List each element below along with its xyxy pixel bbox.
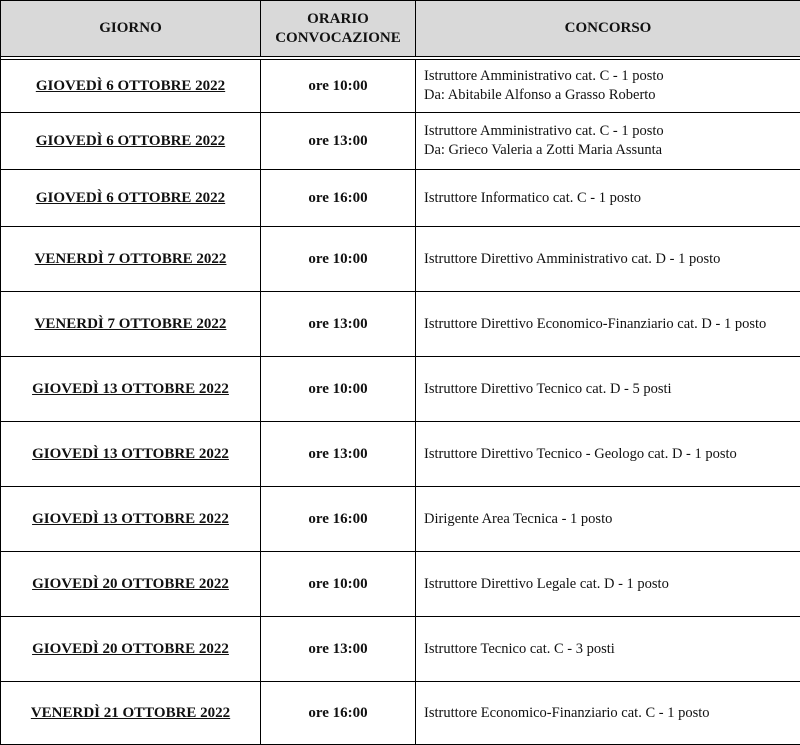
row-time: ore 10:00: [261, 227, 416, 292]
table-row: [1, 292, 800, 357]
row-day: GIOVEDÌ 20 OTTOBRE 2022: [1, 617, 261, 682]
row-time: ore 10:00: [261, 357, 416, 422]
exam-title: Istruttore Direttivo Tecnico cat. D - 5 posti: [424, 380, 672, 397]
row-day: GIOVEDÌ 6 OTTOBRE 2022: [1, 170, 261, 227]
table-row: [1, 357, 800, 422]
exam-title: Istruttore Direttivo Legale cat. D - 1 posto: [424, 575, 669, 592]
row-time: ore 16:00: [261, 170, 416, 227]
exam-detail: Da: Grieco Valeria a Zotti Maria Assunta: [424, 142, 663, 158]
exam-title: Istruttore Amministrativo cat. C - 1 posto: [424, 123, 664, 139]
row-time: ore 10:00: [261, 60, 416, 113]
table-row: [1, 170, 800, 227]
table-row: [1, 617, 800, 682]
header-row: [1, 1, 800, 57]
row-day: GIOVEDÌ 13 OTTOBRE 2022: [1, 357, 261, 422]
row-day: VENERDÌ 7 OTTOBRE 2022: [1, 292, 261, 357]
row-exam: [416, 682, 800, 745]
row-exam: [416, 422, 800, 487]
exam-title: Istruttore Direttivo Tecnico - Geologo cat. D - 1 posto: [424, 445, 737, 462]
row-exam: [416, 357, 800, 422]
exam-title: Dirigente Area Tecnica - 1 posto: [424, 510, 613, 527]
row-time: ore 16:00: [261, 682, 416, 745]
table-row: [1, 682, 800, 745]
table-row: [1, 60, 800, 113]
header-day: GIORNO: [1, 1, 261, 57]
table-row: [1, 113, 800, 170]
row-exam: [416, 227, 800, 292]
exam-title: Istruttore Direttivo Amministrativo cat. D - 1 posto: [424, 250, 721, 267]
row-day: GIOVEDÌ 20 OTTOBRE 2022: [1, 552, 261, 617]
exam-title: Istruttore Economico-Finanziario cat. C - 1 posto: [424, 704, 710, 721]
exam-title: Istruttore Direttivo Economico-Finanziario cat. D - 1 posto: [424, 315, 767, 332]
header-exam: CONCORSO: [416, 1, 800, 57]
row-day: GIOVEDÌ 6 OTTOBRE 2022: [1, 60, 261, 113]
row-time: ore 13:00: [261, 422, 416, 487]
row-day: VENERDÌ 21 OTTOBRE 2022: [1, 682, 261, 745]
row-time: ore 13:00: [261, 113, 416, 170]
row-exam: [416, 60, 800, 113]
row-day: GIOVEDÌ 13 OTTOBRE 2022: [1, 422, 261, 487]
table-row: [1, 487, 800, 552]
row-time: ore 10:00: [261, 552, 416, 617]
exam-title: Istruttore Informatico cat. C - 1 posto: [424, 189, 642, 206]
row-exam: [416, 617, 800, 682]
row-time: ore 13:00: [261, 617, 416, 682]
table-body: [1, 57, 800, 745]
row-time: ore 16:00: [261, 487, 416, 552]
table-row: [1, 227, 800, 292]
row-day: VENERDÌ 7 OTTOBRE 2022: [1, 227, 261, 292]
table-row: [1, 422, 800, 487]
row-time: ore 13:00: [261, 292, 416, 357]
row-exam: [416, 292, 800, 357]
exam-title: Istruttore Tecnico cat. C - 3 posti: [424, 640, 615, 657]
row-day: GIOVEDÌ 6 OTTOBRE 2022: [1, 113, 261, 170]
table-header: [1, 1, 800, 57]
row-day: GIOVEDÌ 13 OTTOBRE 2022: [1, 487, 261, 552]
table-row: [1, 552, 800, 617]
header-time-line2: CONVOCAZIONE: [275, 29, 401, 46]
row-exam: [416, 552, 800, 617]
row-exam: [416, 487, 800, 552]
header-time: [261, 1, 416, 57]
row-exam: [416, 113, 800, 170]
header-time-line1: ORARIO: [307, 10, 369, 27]
exam-title: Istruttore Amministrativo cat. C - 1 posto: [424, 68, 664, 84]
row-exam: [416, 170, 800, 227]
exam-detail: Da: Abitabile Alfonso a Grasso Roberto: [424, 87, 656, 103]
